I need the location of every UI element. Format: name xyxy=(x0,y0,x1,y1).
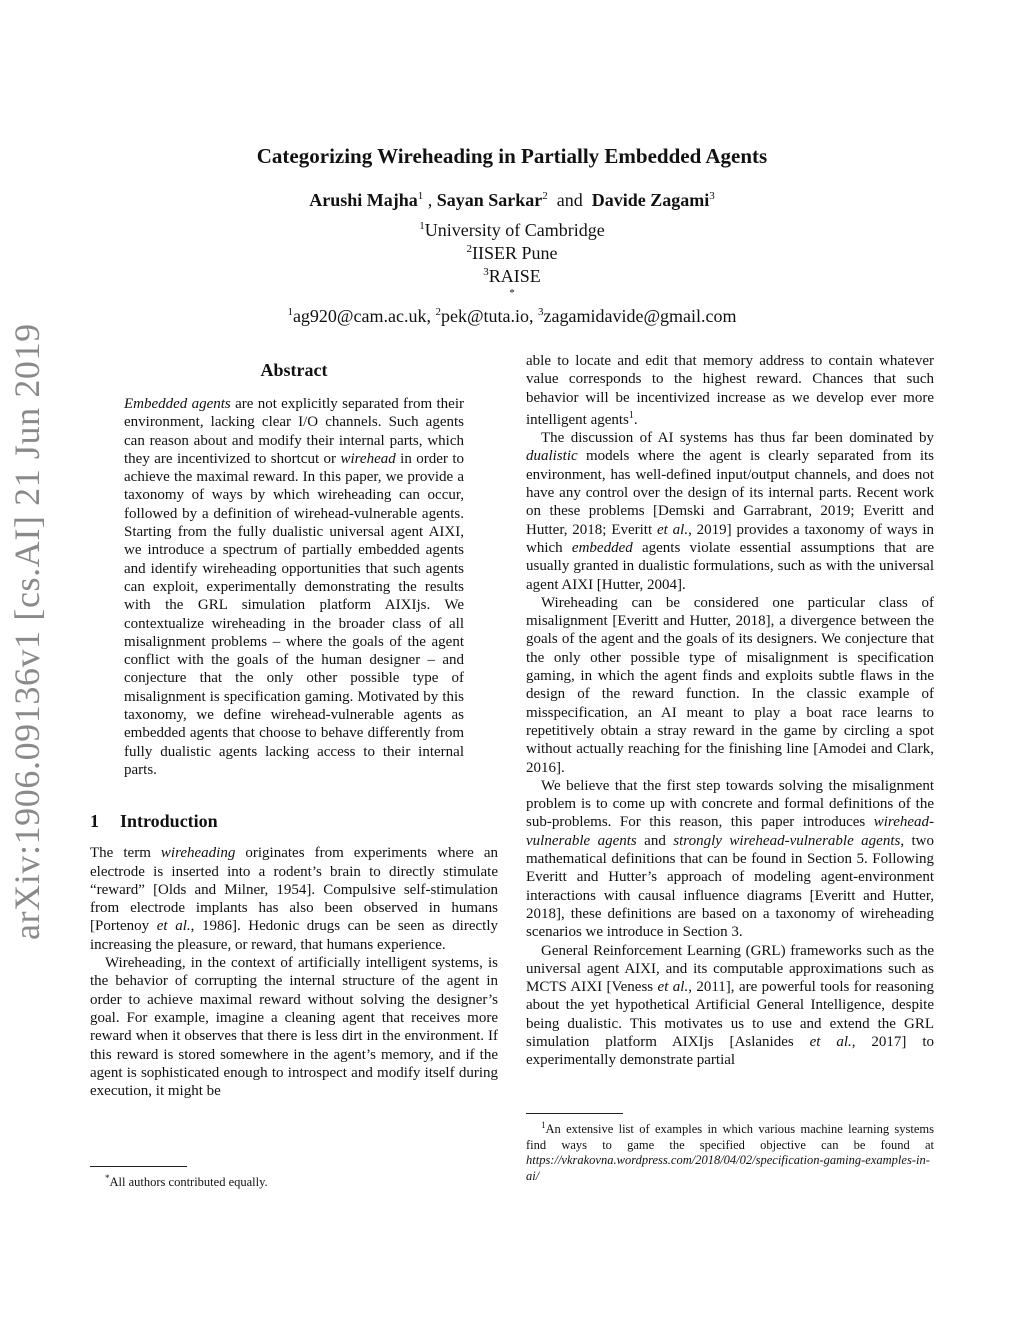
text-span: We believe that the first step towards solving the misalignment problem is to come up with concrete and formal definitions of the sub-problems. For this reason, this paper introduces xyxy=(526,777,934,831)
author-mark: 1 xyxy=(417,190,424,202)
abstract-span: in order to achieve the maximal reward. In this paper, we provide a taxonomy of ways by which wireheading can occur, followed by a definition of wirehead-vulnerable agents. Starting from the fully dualistic universal agent AIXI, we introduce a spectrum of partially embedded agents and identify wireheading opportunities that such agents can exploit, experimentally demonstrating the results with the GRL simulation platform AIXIjs. We contextualize wireheading in the broader class of all misalignment problems – where the goals of the agent conflict with the goals of the human designer – and conjecture that the only other possible type of misalignment is specification gaming. Motivated by this taxonomy, we define wirehead-vulnerable agents as embedded agents that choose to behave differently from fully dualistic agents lacking access to their internal parts. xyxy=(124,450,464,778)
affiliation-name: IISER Pune xyxy=(472,243,558,263)
italic-span: et al. xyxy=(809,1033,852,1050)
footnote-body: All authors contributed equally. xyxy=(109,1175,268,1190)
author-separator: , xyxy=(427,190,433,210)
email-address: ag920@cam.ac.uk, xyxy=(292,306,431,326)
footnote-body: An extensive list of examples in which various machine learning systems find ways to game the specified objective can be found at xyxy=(526,1122,934,1152)
footnote-text xyxy=(526,1118,934,1184)
text-span: originates from experiments where an electrode is inserted into a rodent’s brain to directly stimulate “reward” [Olds and Milner, 1954]. Compulsive self-stimulation from electrode implants has also been observed in humans [Portenoy xyxy=(90,845,498,935)
text-span: . xyxy=(633,411,638,428)
affiliation xyxy=(0,220,1024,241)
footnote-mark: 1 xyxy=(541,1120,546,1130)
arxiv-identifier: arXiv:1906.09136v1 [cs.AI] 21 Jun 2019 xyxy=(7,323,47,940)
italic-span: strongly wirehead-vulnerable agents xyxy=(673,832,901,849)
text-span: , 1986]. Hedonic drugs can be seen as directly increasing the pleasure, or reward, that humans experience. xyxy=(90,918,498,953)
paragraph xyxy=(526,942,934,1070)
text-span: able to locate and edit that memory address to contain whatever value corresponds to the highest reward. Chances that such behavior will be incentivized increase as we develop ever more intelligent agents xyxy=(526,353,934,428)
footnote-text xyxy=(90,1171,498,1191)
author-list xyxy=(0,190,1024,211)
section-number: 1 xyxy=(90,811,99,832)
author-name: Davide Zagami xyxy=(591,190,710,210)
email-mark: 2 xyxy=(435,306,441,318)
footnote-right xyxy=(526,1103,934,1184)
abstract-text xyxy=(124,395,464,779)
right-column xyxy=(526,352,934,1070)
paragraph: Wireheading, in the context of artificially intelligent systems, is the behavior of corrupting the internal structure of the agent in order to achieve maximal reward without solving the designer’s goal. For example, imagine a cleaning agent that receives more reward when it observes that there is less dirt in the environment. If this reward is stored somewhere in the agent’s memory, and if the agent is sophisticated enough to introspect and modify itself during execution, it might be xyxy=(90,955,498,1100)
affiliation-name: University of Cambridge xyxy=(424,220,605,240)
abstract-italic: Embedded agents xyxy=(124,396,231,412)
footnote-rule xyxy=(526,1113,623,1114)
abstract-span: are not explicitly separated from their environment, lacking clear I/O channels. Such agents can reason about and modify their internal parts, which they are incentivized to shortcut or xyxy=(124,396,464,467)
paragraph xyxy=(526,777,934,942)
text-span: , 2019] provides a taxonomy of ways in which xyxy=(526,521,934,556)
affiliation xyxy=(0,243,1024,264)
text-span: , two mathematical definitions that can be found in Section 5. Following Everitt and Hutter’s approach of modeling agent-environment interactions with causal influence diagrams [Everitt and Hutter, 2018], these definitions are based on a taxonomy of wireheading scenarios we introduce in Section 3. xyxy=(526,832,935,941)
paragraph xyxy=(526,352,934,429)
affiliation-name: RAISE xyxy=(488,266,541,286)
email-address: pek@tuta.io, xyxy=(440,306,534,326)
text-span: General Reinforcement Learning (GRL) frameworks such as the universal agent AIXI, and its computable approximations such as MCTS AIXI [Veness xyxy=(526,942,934,996)
italic-span: wireheading xyxy=(160,845,236,862)
equal-contribution-star: * xyxy=(509,287,515,299)
email-list xyxy=(0,306,1024,327)
author-separator: and xyxy=(556,190,583,210)
italic-span: wirehead-vulnerable agents xyxy=(526,814,934,849)
author-mark: 2 xyxy=(542,190,548,202)
affiliation-mark: 3 xyxy=(483,266,489,278)
affiliation-mark: 2 xyxy=(466,243,472,255)
text-span: , 2011], are powerful tools for reasoning about the yet hypothetical Artificial General Intelligence, despite being dualistic. This motivates us to use and extend the GRL simulation platform AIXIjs [Aslanides xyxy=(526,979,934,1050)
section-title: Introduction xyxy=(120,811,218,832)
italic-span: et al. xyxy=(657,979,689,996)
email-address: zagamidavide@gmail.com xyxy=(543,306,737,326)
footnote-mark: * xyxy=(105,1173,110,1183)
author-name: Sayan Sarkar xyxy=(436,190,543,210)
section-heading xyxy=(90,811,498,832)
text-span: agents violate essential assumptions that are usually granted in dualistic formulations, such as with the universal agent AIXI [Hutter, 2004]. xyxy=(526,539,934,593)
text-span: The discussion of AI systems has thus far been dominated by xyxy=(541,430,934,447)
italic-span: embedded xyxy=(571,539,633,556)
paragraph: Wireheading can be considered one particular class of misalignment [Everitt and Hutter, 2018], a divergence between the goals of the agent and the goals of its designers. We conjecture that the only other possible type of misalignment is specification gaming, in which the agent finds and exploits subtle flaws in the design of the reward function. In the classic example of misspecification, an AI meant to play a boat race learns to repetitively obtain a stray reward in the game by circling a spot without actually reaching for the finishing line [Amodei and Clark, 2016]. xyxy=(526,594,934,776)
email-mark: 1 xyxy=(287,306,293,318)
abstract-italic: wirehead xyxy=(340,450,396,467)
italic-span: dualistic xyxy=(526,448,578,465)
paragraph xyxy=(526,429,934,594)
italic-span: et al. xyxy=(656,521,689,538)
text-span: The term xyxy=(90,845,161,862)
paper-title: Categorizing Wireheading in Partially Embedded Agents xyxy=(256,144,768,168)
paragraph xyxy=(90,844,498,954)
footnote-url[interactable]: https://vkrakovna.wordpress.com/2018/04/02/specification-gaming-examples-in-ai/ xyxy=(526,1153,930,1183)
left-column xyxy=(90,360,498,1100)
affiliation xyxy=(0,266,1024,287)
footnote-left xyxy=(90,1156,498,1191)
email-mark: 3 xyxy=(538,306,544,318)
text-span: models where the agent is clearly separated from its environment, has well-defined input/output channels, and does not have any control over the design of its internal parts. Recent work on these problems [Demski and Garrabrant, 2019; Everitt and Hutter, 2018; Everitt xyxy=(526,448,934,538)
abstract-heading: Abstract xyxy=(260,360,328,380)
text-span: and xyxy=(636,832,674,849)
italic-span: et al. xyxy=(156,918,191,935)
footnote-rule xyxy=(90,1166,187,1167)
text-span: , 2017] to experimentally demonstrate partial xyxy=(526,1033,934,1069)
author-name: Arushi Majha xyxy=(309,190,418,210)
footnote-mark: 1 xyxy=(628,409,634,421)
author-mark: 3 xyxy=(709,190,715,202)
affiliation-mark: 1 xyxy=(419,220,425,232)
